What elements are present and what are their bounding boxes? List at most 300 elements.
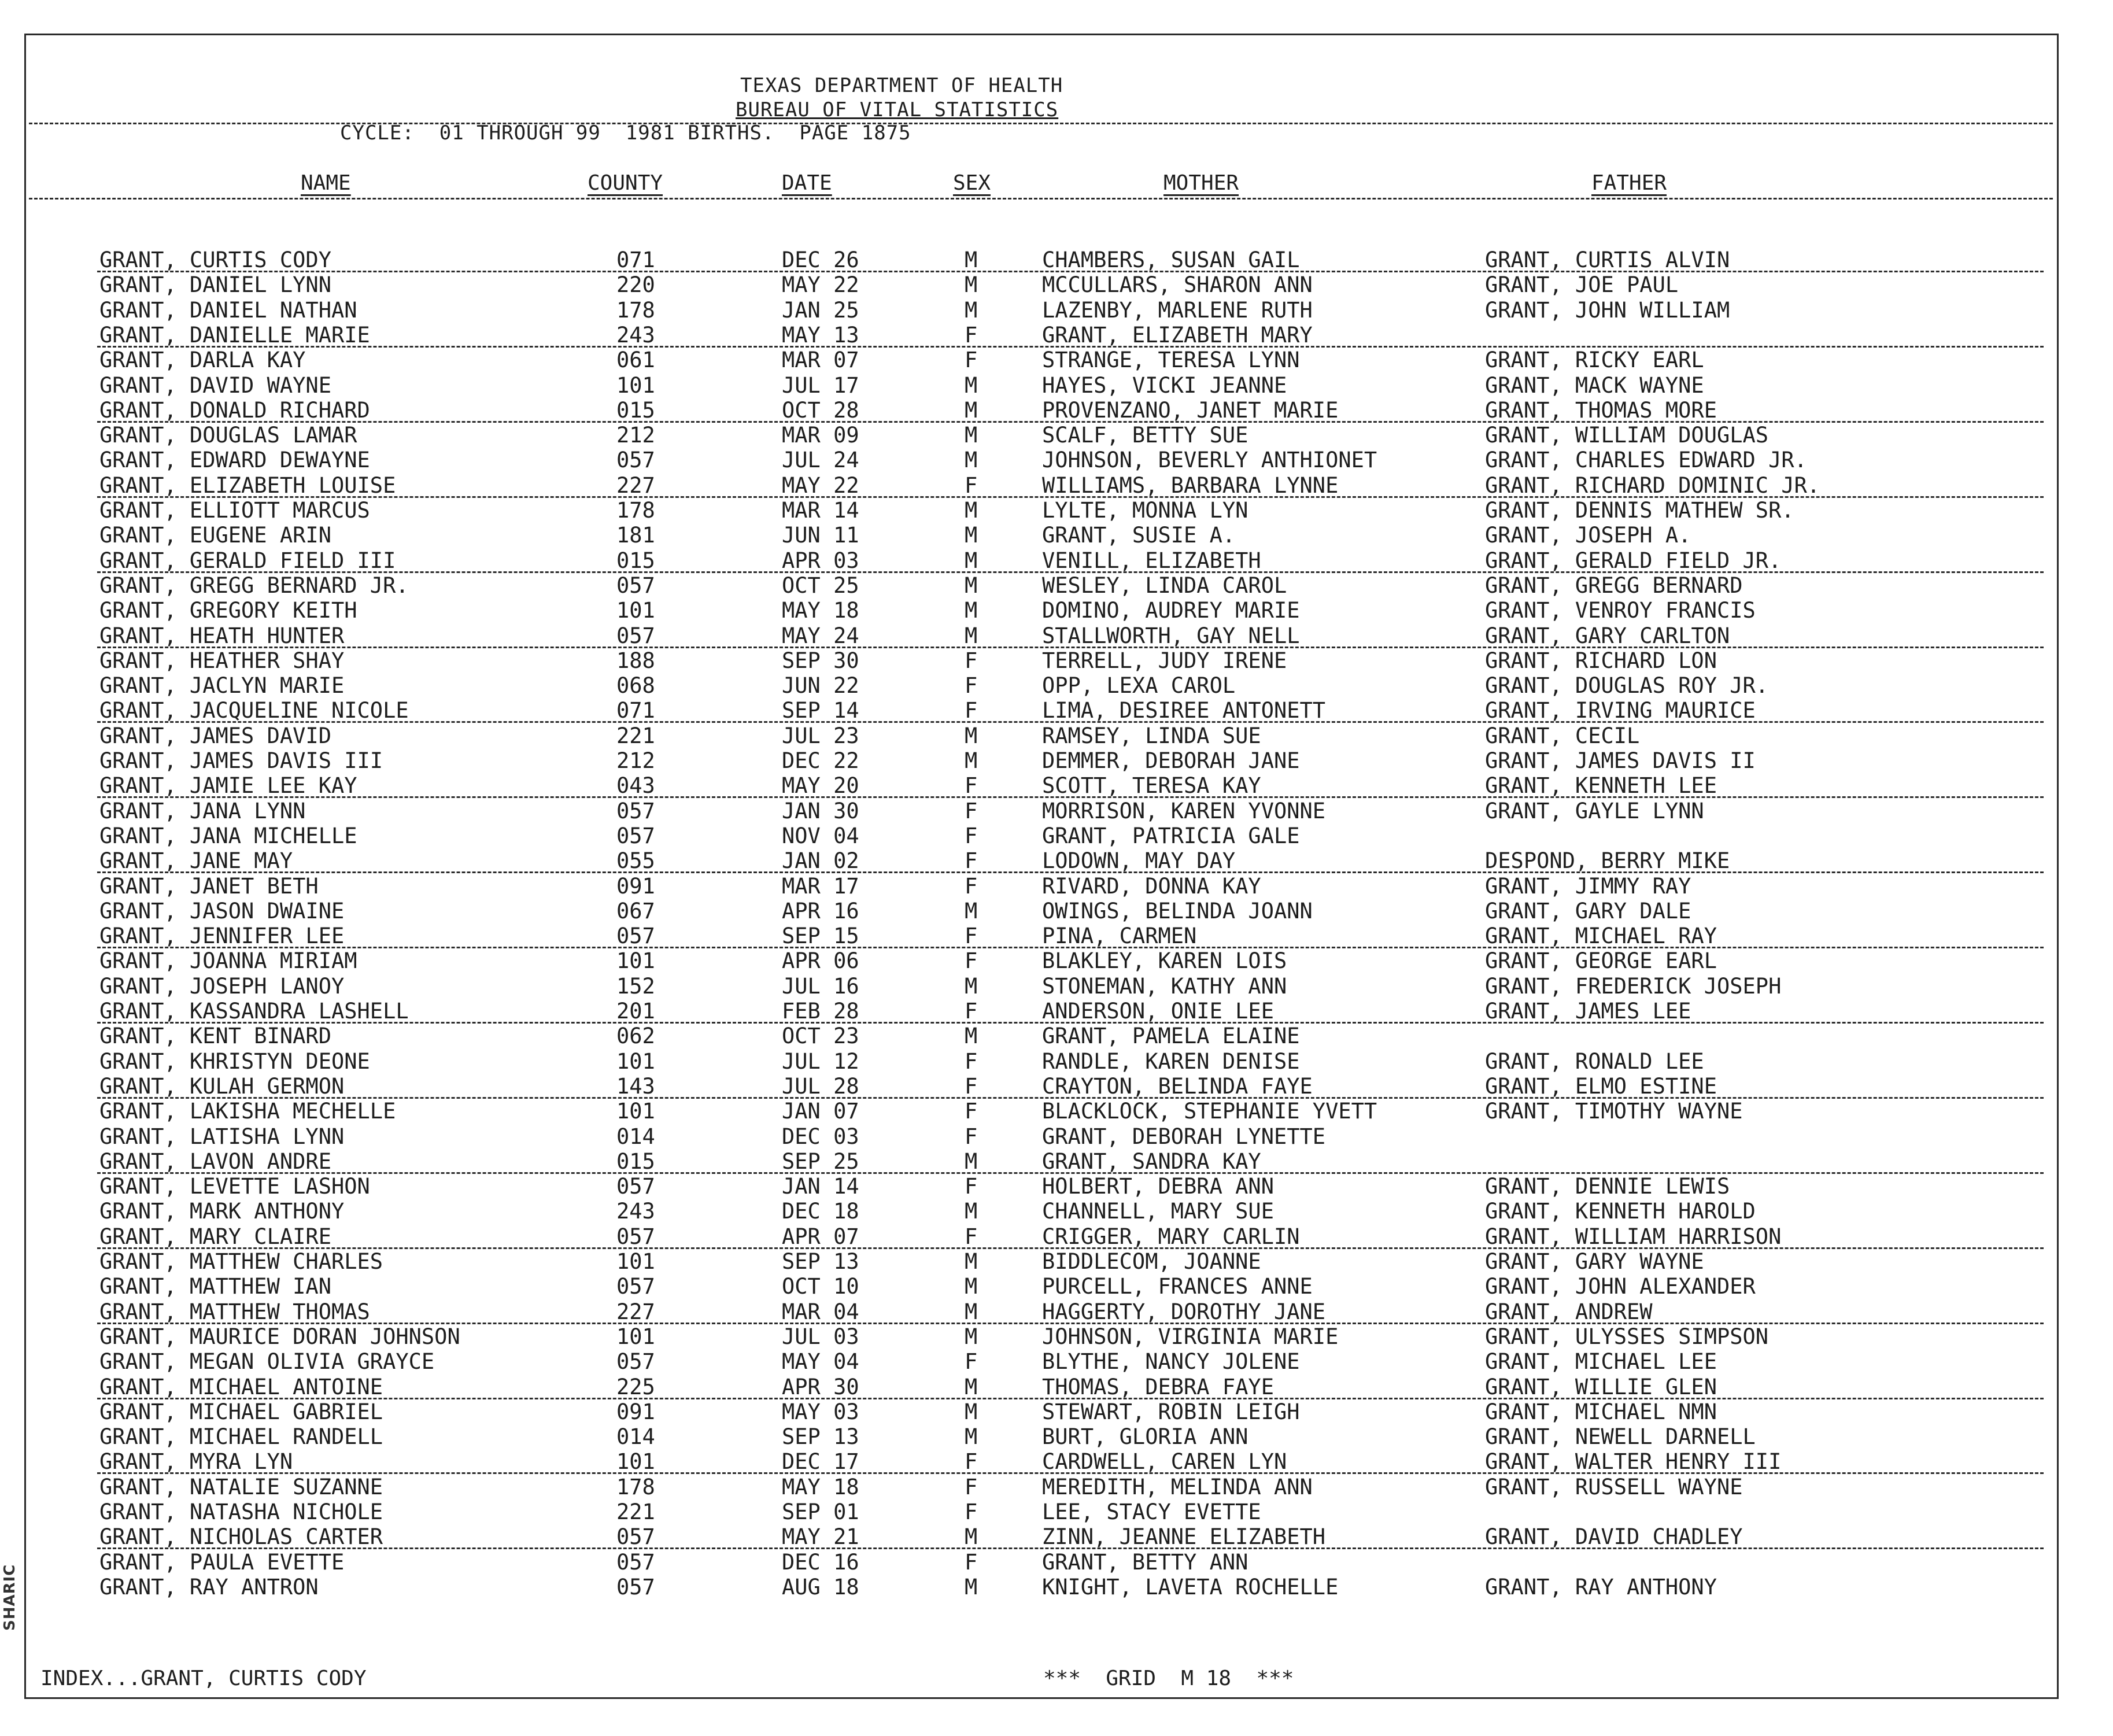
cell-father: GRANT, IRVING MAURICE: [1485, 698, 1756, 723]
table-row: [0, 1174, 2113, 1199]
cell-name: GRANT, RAY ANTRON: [99, 1575, 319, 1600]
cell-father: GRANT, WILLIE GLEN: [1485, 1375, 1717, 1399]
cell-date: JUL 16: [782, 974, 859, 999]
cell-county: 212: [616, 423, 655, 448]
cell-name: GRANT, GERALD FIELD III: [99, 548, 396, 573]
cell-sex: F: [965, 924, 978, 948]
cell-sex: M: [965, 1524, 978, 1549]
cell-name: GRANT, LATISHA LYNN: [99, 1124, 345, 1149]
cell-sex: M: [965, 523, 978, 548]
cell-date: MAY 04: [782, 1349, 859, 1374]
cell-sex: F: [965, 999, 978, 1024]
cell-date: DEC 18: [782, 1199, 859, 1224]
cell-name: GRANT, MARK ANTHONY: [99, 1199, 345, 1224]
cell-father: GRANT, JAMES LEE: [1485, 999, 1691, 1024]
cell-father: GRANT, GEORGE EARL: [1485, 948, 1717, 973]
cell-father: GRANT, RICHARD LON: [1485, 648, 1717, 673]
cell-county: 178: [616, 298, 655, 323]
cell-date: DEC 03: [782, 1124, 859, 1149]
cell-name: GRANT, JANE MAY: [99, 848, 293, 873]
cell-sex: F: [965, 1550, 978, 1575]
cell-date: APR 07: [782, 1224, 859, 1249]
cell-name: GRANT, DAVID WAYNE: [99, 373, 331, 398]
cell-mother: MCCULLARS, SHARON ANN: [1042, 272, 1313, 297]
table-row: [0, 598, 2113, 623]
table-row: [0, 448, 2113, 472]
cell-mother: STONEMAN, KATHY ANN: [1042, 974, 1287, 999]
cell-father: GRANT, RONALD LEE: [1485, 1049, 1704, 1074]
cell-mother: HAGGERTY, DOROTHY JANE: [1042, 1299, 1326, 1324]
cell-sex: M: [965, 748, 978, 773]
footer-grid: *** GRID M 18 ***: [1043, 1667, 1294, 1690]
table-row: [0, 1224, 2113, 1249]
cell-father: GRANT, DENNIS MATHEW SR.: [1485, 498, 1794, 523]
cell-father: GRANT, KENNETH HAROLD: [1485, 1199, 1756, 1224]
cell-mother: GRANT, SUSIE A.: [1042, 523, 1236, 548]
cell-sex: M: [965, 1024, 978, 1048]
cell-date: SEP 01: [782, 1499, 859, 1524]
cell-father: GRANT, KENNETH LEE: [1485, 773, 1717, 798]
table-row: [0, 423, 2113, 448]
cell-date: SEP 13: [782, 1424, 859, 1449]
cell-sex: M: [965, 1324, 978, 1349]
table-row: [0, 1550, 2113, 1575]
header-bureau: BUREAU OF VITAL STATISTICS: [736, 98, 1059, 121]
cell-county: 014: [616, 1124, 655, 1149]
cell-date: MAY 22: [782, 272, 859, 297]
cell-county: 143: [616, 1074, 655, 1099]
table-row: [0, 1249, 2113, 1274]
cell-county: 061: [616, 348, 655, 372]
cell-father: GRANT, NEWELL DARNELL: [1485, 1424, 1756, 1449]
cell-mother: WILLIAMS, BARBARA LYNNE: [1042, 473, 1339, 498]
table-row: [0, 799, 2113, 823]
cell-county: 057: [616, 448, 655, 472]
cell-name: GRANT, CURTIS CODY: [99, 248, 331, 272]
table-row: [0, 1424, 2113, 1449]
cell-county: 243: [616, 323, 655, 348]
cell-sex: M: [965, 272, 978, 297]
cell-sex: M: [965, 1375, 978, 1399]
cell-father: GRANT, GERALD FIELD JR.: [1485, 548, 1782, 573]
cell-name: GRANT, MAURICE DORAN JOHNSON: [99, 1324, 460, 1349]
cell-father: GRANT, RICHARD DOMINIC JR.: [1485, 473, 1820, 498]
cell-date: JUL 12: [782, 1049, 859, 1074]
cell-father: GRANT, VENROY FRANCIS: [1485, 598, 1756, 623]
cell-father: GRANT, RICKY EARL: [1485, 348, 1704, 372]
cell-date: SEP 15: [782, 924, 859, 948]
cell-mother: BLAKLEY, KAREN LOIS: [1042, 948, 1287, 973]
cell-father: GRANT, ULYSSES SIMPSON: [1485, 1324, 1769, 1349]
cell-mother: JOHNSON, VIRGINIA MARIE: [1042, 1324, 1339, 1349]
table-row: [0, 823, 2113, 848]
cell-name: GRANT, JOANNA MIRIAM: [99, 948, 357, 973]
cell-father: GRANT, GARY CARLTON: [1485, 623, 1730, 648]
cell-date: JUL 17: [782, 373, 859, 398]
cell-county: 101: [616, 1099, 655, 1124]
cell-name: GRANT, MATTHEW THOMAS: [99, 1299, 370, 1324]
table-row: [0, 698, 2113, 723]
cell-name: GRANT, JACLYN MARIE: [99, 673, 345, 698]
cell-date: MAY 13: [782, 323, 859, 348]
cell-father: GRANT, JOHN WILLIAM: [1485, 298, 1730, 323]
table-row: [0, 874, 2113, 899]
cell-date: SEP 14: [782, 698, 859, 723]
cell-sex: F: [965, 848, 978, 873]
cell-date: JUL 03: [782, 1324, 859, 1349]
table-row: [0, 348, 2113, 372]
cell-county: 057: [616, 1349, 655, 1374]
table-row: [0, 1049, 2113, 1074]
table-row: [0, 1149, 2113, 1174]
cell-name: GRANT, ELIZABETH LOUISE: [99, 473, 396, 498]
cell-father: GRANT, JOSEPH A.: [1485, 523, 1691, 548]
cell-name: GRANT, JAMIE LEE KAY: [99, 773, 357, 798]
cell-mother: JOHNSON, BEVERLY ANTHIONET: [1042, 448, 1377, 472]
cell-date: OCT 25: [782, 573, 859, 598]
cell-date: DEC 16: [782, 1550, 859, 1575]
cell-mother: PURCELL, FRANCES ANNE: [1042, 1274, 1313, 1299]
cell-county: 062: [616, 1024, 655, 1048]
cell-sex: F: [965, 1099, 978, 1124]
table-row: [0, 573, 2113, 598]
cell-sex: F: [965, 673, 978, 698]
cell-mother: KNIGHT, LAVETA ROCHELLE: [1042, 1575, 1339, 1600]
cell-name: GRANT, MICHAEL ANTOINE: [99, 1375, 383, 1399]
table-row: [0, 748, 2113, 773]
cell-sex: M: [965, 1399, 978, 1424]
table-row: [0, 1575, 2113, 1600]
cell-father: GRANT, ELMO ESTINE: [1485, 1074, 1717, 1099]
cell-sex: M: [965, 899, 978, 924]
cell-sex: M: [965, 448, 978, 472]
cell-mother: HOLBERT, DEBRA ANN: [1042, 1174, 1274, 1199]
cell-mother: VENILL, ELIZABETH: [1042, 548, 1261, 573]
cell-county: 221: [616, 723, 655, 748]
cell-name: GRANT, HEATHER SHAY: [99, 648, 345, 673]
cell-sex: F: [965, 1124, 978, 1149]
table-row: [0, 673, 2113, 698]
cell-name: GRANT, DANIELLE MARIE: [99, 323, 370, 348]
cell-mother: ZINN, JEANNE ELIZABETH: [1042, 1524, 1326, 1549]
cell-sex: M: [965, 373, 978, 398]
cell-county: 101: [616, 598, 655, 623]
table-row: [0, 974, 2113, 999]
cell-name: GRANT, DOUGLAS LAMAR: [99, 423, 357, 448]
cell-name: GRANT, JANA MICHELLE: [99, 823, 357, 848]
cell-name: GRANT, ELLIOTT MARCUS: [99, 498, 370, 523]
cell-county: 067: [616, 899, 655, 924]
cell-sex: M: [965, 1199, 978, 1224]
table-row: [0, 1199, 2113, 1224]
column-header-mother: MOTHER: [1163, 171, 1239, 195]
cell-sex: M: [965, 548, 978, 573]
table-row: [0, 1024, 2113, 1048]
cell-county: 101: [616, 1324, 655, 1349]
cell-father: GRANT, CECIL: [1485, 723, 1640, 748]
cell-mother: SCALF, BETTY SUE: [1042, 423, 1248, 448]
cell-sex: M: [965, 1424, 978, 1449]
cell-date: APR 03: [782, 548, 859, 573]
cell-name: GRANT, JANET BETH: [99, 874, 319, 899]
table-row: [0, 723, 2113, 748]
cell-county: 227: [616, 1299, 655, 1324]
cell-date: AUG 18: [782, 1575, 859, 1600]
side-label: SHARIC: [1, 1564, 19, 1631]
table-row: [0, 248, 2113, 272]
cell-name: GRANT, DONALD RICHARD: [99, 398, 370, 423]
cell-date: MAY 03: [782, 1399, 859, 1424]
table-row: [0, 1449, 2113, 1474]
cell-county: 057: [616, 623, 655, 648]
cell-county: 091: [616, 1399, 655, 1424]
cell-name: GRANT, MARY CLAIRE: [99, 1224, 331, 1249]
cell-county: 220: [616, 272, 655, 297]
cell-date: MAY 20: [782, 773, 859, 798]
cell-name: GRANT, KASSANDRA LASHELL: [99, 999, 409, 1024]
cell-mother: CHANNELL, MARY SUE: [1042, 1199, 1274, 1224]
cell-county: 101: [616, 1049, 655, 1074]
cell-mother: BLACKLOCK, STEPHANIE YVETT: [1042, 1099, 1377, 1124]
cell-name: GRANT, LAKISHA MECHELLE: [99, 1099, 396, 1124]
cell-mother: GRANT, BETTY ANN: [1042, 1550, 1248, 1575]
cell-father: GRANT, MICHAEL NMN: [1485, 1399, 1717, 1424]
cell-county: 057: [616, 799, 655, 823]
table-row: [0, 1499, 2113, 1524]
cell-name: GRANT, MICHAEL RANDELL: [99, 1424, 383, 1449]
cell-date: JAN 14: [782, 1174, 859, 1199]
cell-mother: LAZENBY, MARLENE RUTH: [1042, 298, 1313, 323]
table-row: [0, 323, 2113, 348]
cell-county: 057: [616, 1274, 655, 1299]
table-row: [0, 473, 2113, 498]
cell-county: 057: [616, 1575, 655, 1600]
cell-mother: OWINGS, BELINDA JOANN: [1042, 899, 1313, 924]
cell-date: JUN 22: [782, 673, 859, 698]
cell-date: SEP 30: [782, 648, 859, 673]
cell-sex: M: [965, 598, 978, 623]
cell-date: JAN 02: [782, 848, 859, 873]
cell-father: GRANT, CURTIS ALVIN: [1485, 248, 1730, 272]
cell-sex: F: [965, 948, 978, 973]
table-row: [0, 1299, 2113, 1324]
cell-county: 057: [616, 924, 655, 948]
cell-mother: DOMINO, AUDREY MARIE: [1042, 598, 1300, 623]
cell-sex: F: [965, 823, 978, 848]
cell-county: 068: [616, 673, 655, 698]
cell-county: 057: [616, 1524, 655, 1549]
cell-county: 101: [616, 373, 655, 398]
cell-name: GRANT, GREGORY KEITH: [99, 598, 357, 623]
cell-sex: M: [965, 1249, 978, 1274]
cell-mother: STEWART, ROBIN LEIGH: [1042, 1399, 1300, 1424]
cell-county: 015: [616, 398, 655, 423]
cell-name: GRANT, NATASHA NICHOLE: [99, 1499, 383, 1524]
cell-sex: F: [965, 874, 978, 899]
cell-county: 055: [616, 848, 655, 873]
cell-date: OCT 23: [782, 1024, 859, 1048]
cell-date: DEC 22: [782, 748, 859, 773]
table-row: [0, 1524, 2113, 1549]
cell-father: DESPOND, BERRY MIKE: [1485, 848, 1730, 873]
column-header-sex: SEX: [953, 171, 991, 195]
cell-county: 201: [616, 999, 655, 1024]
cell-mother: CHAMBERS, SUSAN GAIL: [1042, 248, 1300, 272]
cell-sex: M: [965, 498, 978, 523]
column-header-father: FATHER: [1591, 171, 1667, 195]
cell-name: GRANT, LEVETTE LASHON: [99, 1174, 370, 1199]
table-row: [0, 899, 2113, 924]
table-row: [0, 398, 2113, 423]
cell-mother: CRIGGER, MARY CARLIN: [1042, 1224, 1300, 1249]
cell-date: APR 16: [782, 899, 859, 924]
cell-date: APR 30: [782, 1375, 859, 1399]
table-row: [0, 1399, 2113, 1424]
cell-date: DEC 17: [782, 1449, 859, 1474]
cell-county: 071: [616, 698, 655, 723]
cell-county: 178: [616, 498, 655, 523]
cell-county: 227: [616, 473, 655, 498]
cell-father: GRANT, WALTER HENRY III: [1485, 1449, 1782, 1474]
cell-name: GRANT, EUGENE ARIN: [99, 523, 331, 548]
table-row: [0, 1349, 2113, 1374]
cell-date: APR 06: [782, 948, 859, 973]
cell-mother: THOMAS, DEBRA FAYE: [1042, 1375, 1274, 1399]
table-row: [0, 373, 2113, 398]
cell-county: 212: [616, 748, 655, 773]
cell-name: GRANT, KHRISTYN DEONE: [99, 1049, 370, 1074]
cell-county: 057: [616, 1550, 655, 1575]
cell-name: GRANT, JACQUELINE NICOLE: [99, 698, 409, 723]
table-row: [0, 548, 2113, 573]
cell-mother: TERRELL, JUDY IRENE: [1042, 648, 1287, 673]
cell-name: GRANT, NICHOLAS CARTER: [99, 1524, 383, 1549]
table-row: [0, 1375, 2113, 1399]
cell-mother: GRANT, SANDRA KAY: [1042, 1149, 1261, 1174]
cell-county: 057: [616, 1174, 655, 1199]
cell-county: 091: [616, 874, 655, 899]
table-row: [0, 1124, 2113, 1149]
table-row: [0, 848, 2113, 873]
cell-name: GRANT, GREGG BERNARD JR.: [99, 573, 409, 598]
cell-name: GRANT, KENT BINARD: [99, 1024, 331, 1048]
cell-date: SEP 25: [782, 1149, 859, 1174]
cell-date: MAR 09: [782, 423, 859, 448]
cell-sex: F: [965, 1475, 978, 1499]
cell-father: GRANT, JOE PAUL: [1485, 272, 1679, 297]
cell-mother: CRAYTON, BELINDA FAYE: [1042, 1074, 1313, 1099]
cell-name: GRANT, LAVON ANDRE: [99, 1149, 331, 1174]
table-row: [0, 1324, 2113, 1349]
cell-father: GRANT, RAY ANTHONY: [1485, 1575, 1717, 1600]
cell-mother: STRANGE, TERESA LYNN: [1042, 348, 1300, 372]
cell-father: GRANT, GAYLE LYNN: [1485, 799, 1704, 823]
cell-sex: M: [965, 723, 978, 748]
header-cycle: CYCLE: 01 THROUGH 99 1981 BIRTHS. PAGE 1875: [340, 121, 911, 145]
cell-name: GRANT, JOSEPH LANOY: [99, 974, 345, 999]
cell-name: GRANT, JANA LYNN: [99, 799, 306, 823]
cell-sex: M: [965, 1299, 978, 1324]
cell-mother: GRANT, PAMELA ELAINE: [1042, 1024, 1300, 1048]
header-department: TEXAS DEPARTMENT OF HEALTH: [740, 74, 1063, 97]
cell-date: MAY 18: [782, 1475, 859, 1499]
cell-father: GRANT, MACK WAYNE: [1485, 373, 1704, 398]
cell-date: MAR 14: [782, 498, 859, 523]
cell-name: GRANT, MATTHEW CHARLES: [99, 1249, 383, 1274]
cell-date: MAR 17: [782, 874, 859, 899]
cell-name: GRANT, MICHAEL GABRIEL: [99, 1399, 383, 1424]
cell-father: GRANT, ANDREW: [1485, 1299, 1653, 1324]
cell-sex: F: [965, 348, 978, 372]
cell-date: JUL 28: [782, 1074, 859, 1099]
cell-name: GRANT, JAMES DAVIS III: [99, 748, 383, 773]
cell-sex: M: [965, 1149, 978, 1174]
cell-mother: RAMSEY, LINDA SUE: [1042, 723, 1261, 748]
cell-sex: F: [965, 648, 978, 673]
cell-mother: HAYES, VICKI JEANNE: [1042, 373, 1287, 398]
cell-father: GRANT, WILLIAM HARRISON: [1485, 1224, 1782, 1249]
cell-mother: OPP, LEXA CAROL: [1042, 673, 1236, 698]
cell-father: GRANT, TIMOTHY WAYNE: [1485, 1099, 1743, 1124]
cell-name: GRANT, JENNIFER LEE: [99, 924, 345, 948]
cell-father: GRANT, MICHAEL LEE: [1485, 1349, 1717, 1374]
cell-sex: F: [965, 773, 978, 798]
column-header-county: COUNTY: [588, 171, 663, 195]
cell-mother: LODOWN, MAY DAY: [1042, 848, 1236, 873]
cell-father: GRANT, DOUGLAS ROY JR.: [1485, 673, 1769, 698]
cell-mother: BURT, GLORIA ANN: [1042, 1424, 1248, 1449]
cell-father: GRANT, THOMAS MORE: [1485, 398, 1717, 423]
cell-mother: DEMMER, DEBORAH JANE: [1042, 748, 1300, 773]
cell-county: 152: [616, 974, 655, 999]
table-row: [0, 999, 2113, 1024]
cell-county: 101: [616, 948, 655, 973]
cell-date: MAY 22: [782, 473, 859, 498]
cell-mother: RIVARD, DONNA KAY: [1042, 874, 1261, 899]
cell-mother: LIMA, DESIREE ANTONETT: [1042, 698, 1326, 723]
cell-mother: SCOTT, TERESA KAY: [1042, 773, 1261, 798]
cell-date: JUN 11: [782, 523, 859, 548]
table-row: [0, 924, 2113, 948]
table-row: [0, 298, 2113, 323]
table-row: [0, 498, 2113, 523]
footer-index: INDEX...GRANT, CURTIS CODY: [40, 1667, 367, 1690]
cell-county: 015: [616, 1149, 655, 1174]
table-row: [0, 1074, 2113, 1099]
cell-sex: F: [965, 323, 978, 348]
cell-father: GRANT, GARY DALE: [1485, 899, 1691, 924]
cell-sex: M: [965, 423, 978, 448]
cell-father: GRANT, GARY WAYNE: [1485, 1249, 1704, 1274]
cell-sex: M: [965, 573, 978, 598]
cell-name: GRANT, MYRA LYN: [99, 1449, 293, 1474]
cell-county: 057: [616, 573, 655, 598]
cell-mother: ANDERSON, ONIE LEE: [1042, 999, 1274, 1024]
cell-father: GRANT, FREDERICK JOSEPH: [1485, 974, 1782, 999]
column-header-name: NAME: [301, 171, 351, 195]
cell-mother: BIDDLECOM, JOANNE: [1042, 1249, 1261, 1274]
cell-father: GRANT, GREGG BERNARD: [1485, 573, 1743, 598]
cell-name: GRANT, KULAH GERMON: [99, 1074, 345, 1099]
table-row: [0, 523, 2113, 548]
cell-sex: F: [965, 698, 978, 723]
cell-father: GRANT, CHARLES EDWARD JR.: [1485, 448, 1807, 472]
table-row: [0, 648, 2113, 673]
cell-mother: STALLWORTH, GAY NELL: [1042, 623, 1300, 648]
cell-mother: MEREDITH, MELINDA ANN: [1042, 1475, 1313, 1499]
cell-sex: M: [965, 398, 978, 423]
cell-father: GRANT, JOHN ALEXANDER: [1485, 1274, 1756, 1299]
